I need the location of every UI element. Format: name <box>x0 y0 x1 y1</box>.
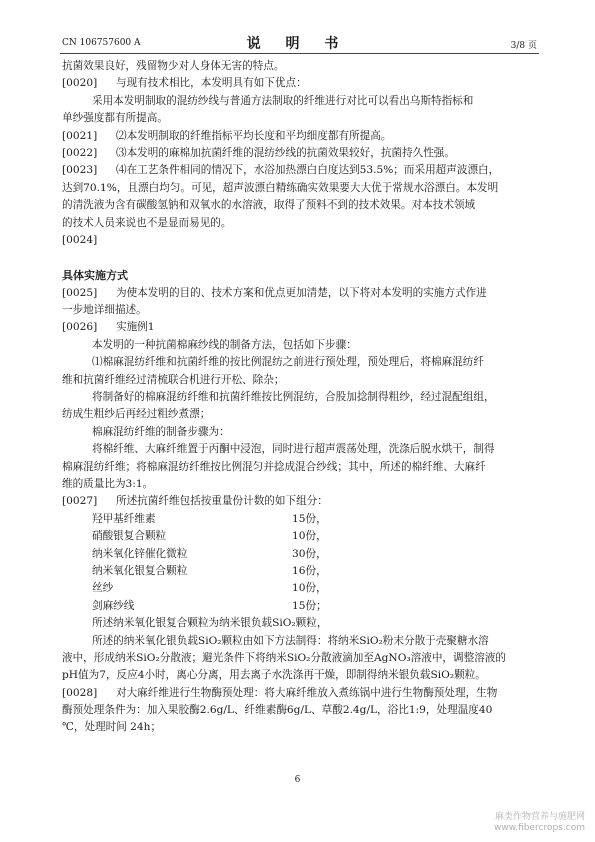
text-line: 棉麻混纺纤维的制备步骤为： <box>92 425 230 438</box>
paragraph-number: [0021] <box>62 129 98 142</box>
component-name: 剑麻纱线 <box>92 599 135 612</box>
text-line: 单纱强度都有所提高。 <box>62 112 168 125</box>
paragraph-text: ⑵本发明制取的纤维指标平均长度和平均细度都有所提高。 <box>116 129 392 142</box>
component-amount: 15份； <box>292 599 327 612</box>
text-line: 一步地详细描述。 <box>62 304 147 317</box>
component-name: 丝纱 <box>92 582 114 595</box>
page-count: 3/8 页 <box>510 41 537 51</box>
paragraph-0027 <box>62 493 536 510</box>
text-line: 达到70.1%，且漂白均匀。可见，超声波漂白精练确实效果要大大优于常规水浴漂白。本发明 <box>62 181 499 194</box>
component-amount: 16份， <box>292 564 327 577</box>
paragraph-0022 <box>62 145 536 162</box>
text-line: 维和抗菌纤维经过清梳联合机进行开松、除杂； <box>62 373 285 386</box>
text-line: ℃，处理时间 24h； <box>62 721 162 734</box>
text-line: 的清洗液为含有碳酸氢钠和双氧水的水溶液，取得了预料不到的技术效果。对本技术领域 <box>62 199 476 212</box>
component-row <box>62 580 536 597</box>
header-divider <box>60 53 539 54</box>
paragraph-0026 <box>62 319 536 336</box>
watermark-title: 麻类作物营养与施肥网 <box>494 812 585 822</box>
component-name: 羟甲基纤维素 <box>92 512 156 525</box>
component-row <box>62 546 536 563</box>
paragraph-number: [0022] <box>62 146 98 159</box>
patent-number: CN 106757600 A <box>62 38 141 48</box>
paragraph-number: [0024] <box>62 233 98 246</box>
text-line: 酶预处理条件为：加入果胶酶2.6g/L、纤维素酶6g/L、草酸2.4g/L，浴比1:9，处理温度40 <box>62 704 493 717</box>
page-number: 6 <box>294 775 301 785</box>
paragraph-number: [0026] <box>62 321 98 334</box>
text-line: 所述的纳米氧化银负载SiO₂颗粒由如下方法制得：将纳米SiO₂粉末分散于壳聚糖水溶 <box>92 634 489 647</box>
site-watermark <box>494 812 585 834</box>
paragraph-text: 所述抗菌纤维包括按重量份计数的如下组分： <box>116 495 328 508</box>
component-name: 纳米氧化锌催化微粒 <box>92 547 188 560</box>
watermark-url: www.fibercrops.com <box>494 823 585 833</box>
component-amount: 10份， <box>292 530 327 543</box>
document-body <box>62 58 536 737</box>
text-line: 将棉纤维、大麻纤维置于丙酮中浸泡，同时进行超声震荡处理，洗涤后脱水烘干，制得 <box>92 443 495 456</box>
paragraph-text: ⑶本发明的麻棉加抗菌纤维的混纺纱线的抗菌效果较好，抗菌持久性强。 <box>116 146 455 159</box>
paragraph-text: 为使本发明的目的、技术方案和优点更加清楚，以下将对本发明的实施方式作进 <box>116 286 487 299</box>
page-header <box>0 0 595 60</box>
paragraph-text: 对大麻纤维进行生物酶预处理：将大麻纤维放入煮练锅中进行生物酶预处理，生物 <box>116 686 498 699</box>
text-line: 液中，形成纳米SiO₂分散液；避光条件下将纳米SiO₂分散液滴加至AgNO₃溶液中，调整溶液的 <box>62 651 506 664</box>
text-line: 抗菌效果良好，残留物少对人身体无害的特点。 <box>62 60 285 72</box>
paragraph-0024 <box>62 232 536 249</box>
section-heading: 具体实施方式 <box>62 269 128 283</box>
paragraph-0028 <box>62 685 536 702</box>
component-row <box>62 511 536 528</box>
paragraph-0020 <box>62 75 536 92</box>
paragraph-number: [0028] <box>62 686 98 699</box>
text-line: 的技术人员来说也不是显而易见的。 <box>62 216 232 229</box>
text-line: 本发明的一种抗菌棉麻纱线的制备方法，包括如下步骤： <box>92 338 357 351</box>
component-name: 硝酸银复合颗粒 <box>92 530 167 543</box>
paragraph-text: 与现有技术相比，本发明具有如下优点： <box>116 77 307 90</box>
paragraph-0025 <box>62 285 536 302</box>
paragraph-number: [0020] <box>62 77 98 90</box>
text-line: ⑴棉麻混纺纤维和抗菌纤维的按比例混纺之前进行预处理，预处理后，将棉麻混纺纤 <box>92 356 484 369</box>
text-line: 采用本发明制取的混纺纱线与普通方法制取的纤维进行对比可以看出乌斯特指标和 <box>92 94 474 107</box>
component-name: 纳米氧化银复合颗粒 <box>92 564 188 577</box>
text-line: 所述纳米氧化银复合颗粒为纳米银负载SiO₂颗粒， <box>92 617 328 630</box>
component-row <box>62 528 536 545</box>
paragraph-0021 <box>62 128 536 145</box>
page-title: 说 明 书 <box>246 36 349 52</box>
component-amount: 30份， <box>292 547 327 560</box>
paragraph-text: 实施例1 <box>116 321 155 334</box>
paragraph-number: [0025] <box>62 286 98 299</box>
component-amount: 10份， <box>292 582 327 595</box>
text-line: 将制备好的棉麻混纺纤维和抗菌纤维按比例混纺，合股加捻制得粗纱，经过混配组组， <box>92 391 495 404</box>
paragraph-number: [0023] <box>62 164 98 177</box>
component-amount: 15份， <box>292 512 327 525</box>
component-row <box>62 598 536 615</box>
text-line: 维的质量比为3:1。 <box>62 477 154 490</box>
text-line: 纺成生粗纱后再经过粗纱煮漂； <box>62 408 211 421</box>
paragraph-number: [0027] <box>62 495 98 508</box>
paragraph-text: ⑷在工艺条件相同的情况下，水浴加热漂白白度达到53.5%；而采用超声波漂白， <box>116 164 500 177</box>
component-row <box>62 563 536 580</box>
paragraph-0023 <box>62 162 536 179</box>
text-line: 棉麻混纺纤维；将棉麻混纺纤维按比例混匀并捻成混合纱线；其中，所述的棉纤维、大麻纤 <box>62 460 486 473</box>
text-line: pH值为7，反应4小时，离心分离，用去离子水洗涤再干燥，即制得纳米银负载SiO₂颗粒。 <box>62 669 486 682</box>
